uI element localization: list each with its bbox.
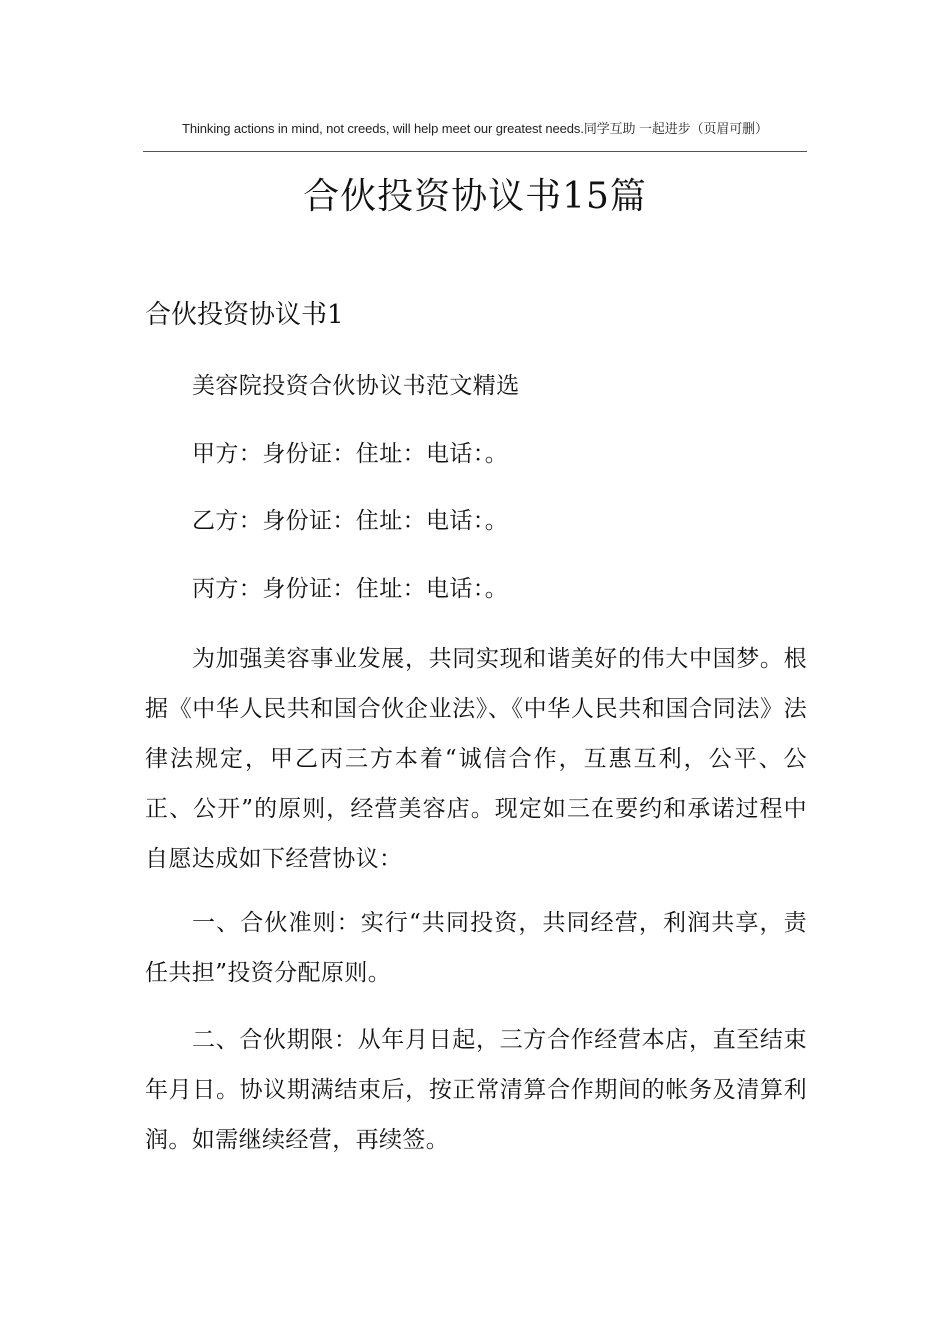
paragraph-party-a: 甲方：身份证：住址：电话：。 xyxy=(192,441,509,467)
header-divider xyxy=(143,151,807,152)
section-title: 合伙投资协议书1 xyxy=(145,300,344,330)
paragraph-party-c: 丙方：身份证：住址：电话：。 xyxy=(192,576,509,602)
paragraph-clause-one: 一、合伙准则：实行“共同投资，共同经营，利润共享，责任共担”投资分配原则。 xyxy=(145,910,807,986)
paragraph-subtitle: 美容院投资合伙协议书范文精选 xyxy=(192,373,520,399)
paragraph-clause-two: 二、合伙期限：从年月日起，三方合作经营本店，直至结束年月日。协议期满结束后，按正常清算合作期间的帐务及清算利润。如需继续经营，再续签。 xyxy=(145,1027,807,1153)
paragraph-party-b: 乙方：身份证：住址：电话：。 xyxy=(192,508,509,534)
paragraph-intro: 为加强美容事业发展，共同实现和谐美好的伟大中国梦。根据《中华人民共和国合伙企业法》、《中华人民共和国合同法》法律法规定，甲乙丙三方本着“诚信合作，互惠互利，公平、公正、公开”的原则，经营美容店。现定如三在要约和承诺过程中自愿达成如下经营协议： xyxy=(145,646,807,872)
document-title: 合伙投资协议书15篇 xyxy=(303,176,647,217)
page-header: Thinking actions in mind, not creeds, will help meet our greatest needs.同学互助 一起进步（页眉可删） xyxy=(182,121,768,136)
